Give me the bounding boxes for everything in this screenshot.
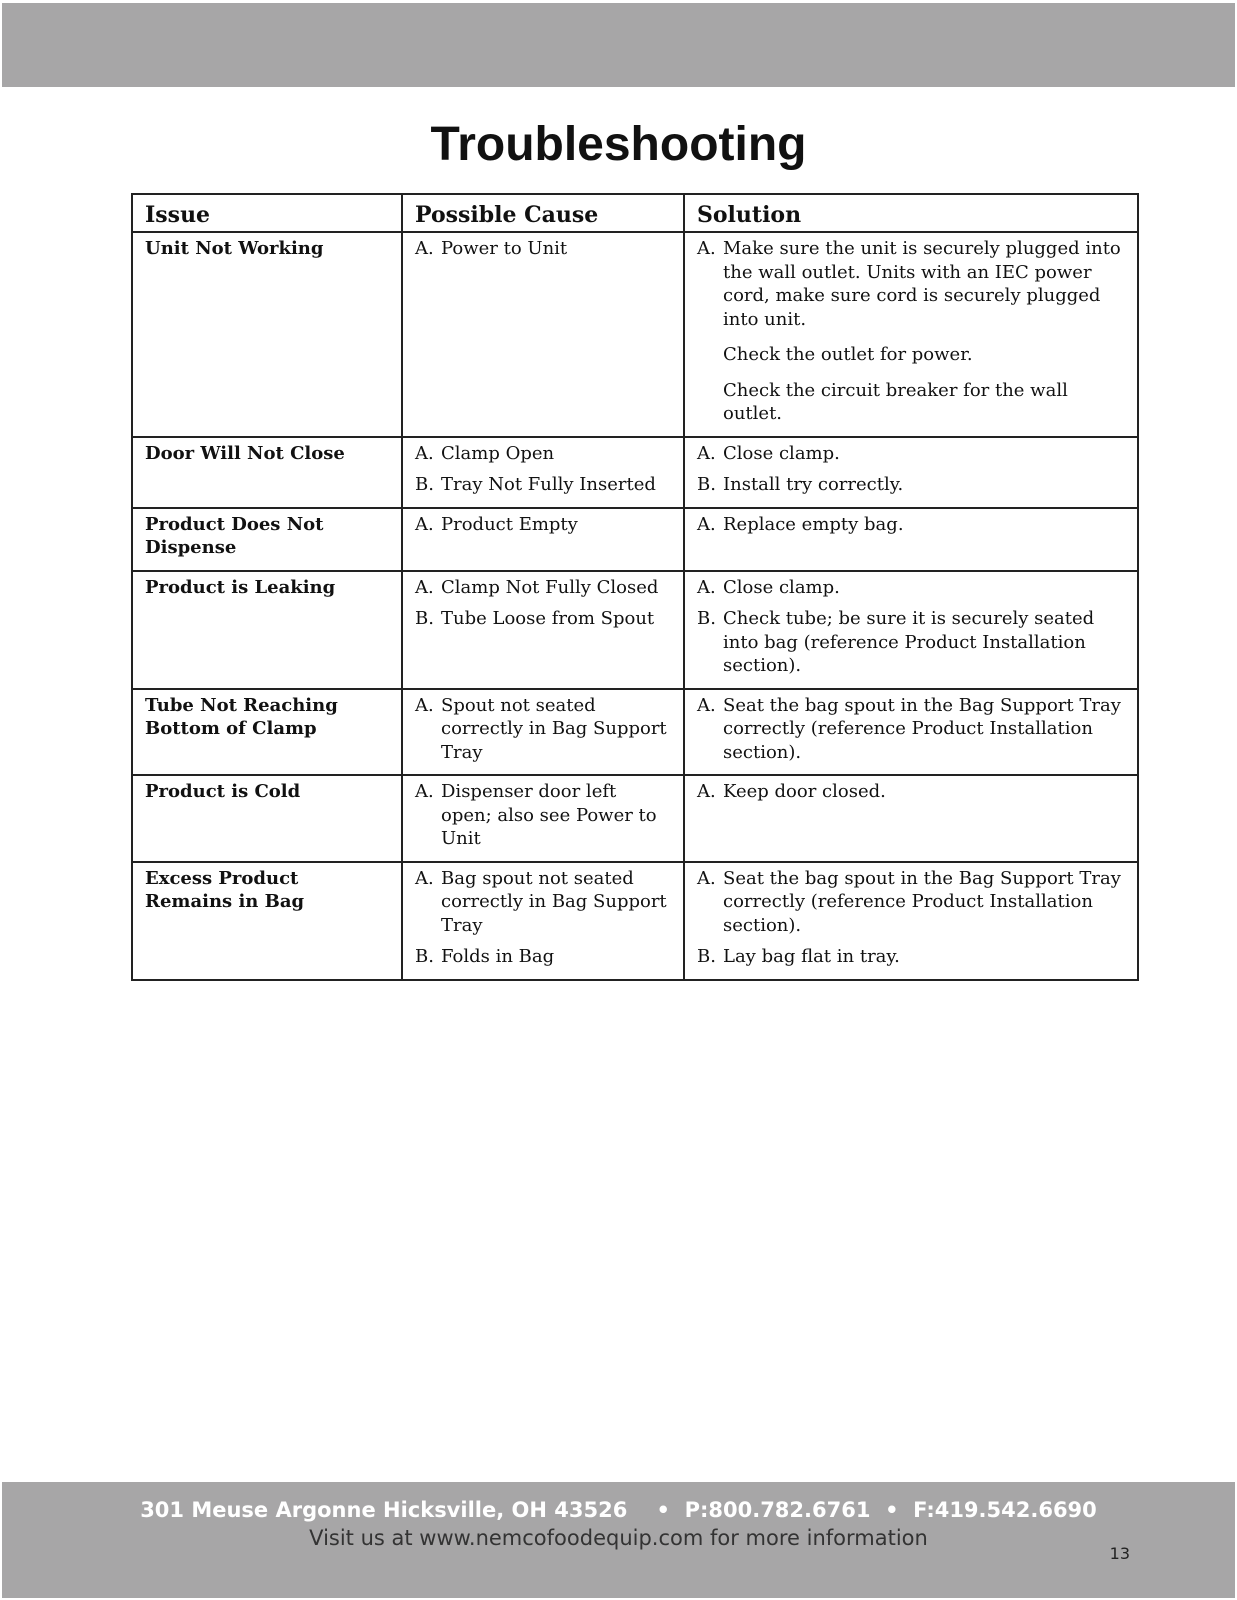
- item-letter: B.: [697, 946, 716, 967]
- solution-cell: [684, 508, 1138, 571]
- list-item: [697, 694, 1125, 765]
- cause-cell: [402, 689, 684, 776]
- item-letter: A.: [415, 781, 434, 802]
- list-item: [415, 576, 671, 600]
- item-text: Clamp Not Fully Closed: [441, 576, 659, 598]
- item-text: Folds in Bag: [441, 946, 555, 967]
- table-row: [132, 775, 1138, 862]
- item-text: Install try correctly.: [723, 474, 904, 495]
- cause-cell: [402, 508, 684, 571]
- item-letter: A.: [415, 694, 434, 716]
- item-text: Dispenser door left open; also see Power to Unit: [441, 781, 657, 849]
- cause-cell: [402, 437, 684, 508]
- list-item: [415, 945, 671, 969]
- list-item: [697, 945, 1125, 969]
- item-text: Clamp Open: [441, 442, 555, 464]
- cause-cell: [402, 862, 684, 980]
- list-item: [415, 473, 671, 497]
- list-item: [697, 576, 1125, 600]
- list-item: [697, 513, 1125, 537]
- issue-cell: Product Does Not Dispense: [132, 508, 402, 571]
- column-header-cause: Possible Cause: [402, 194, 684, 232]
- item-text: Check tube; be sure it is securely seated into bag (reference Product Installation section).: [723, 608, 1095, 676]
- item-letter: A.: [415, 513, 434, 535]
- footer-address: 301 Meuse Argonne Hicksville, OH 43526 • P:800.782.6761 • F:419.542.6690: [140, 1498, 1097, 1522]
- item-text: Close clamp.: [723, 576, 840, 598]
- item-text: Spout not seated correctly in Bag Support Tray: [441, 694, 667, 763]
- item-letter: B.: [415, 946, 434, 967]
- item-letter: A.: [697, 867, 716, 889]
- list-item: [697, 473, 1125, 497]
- list-item: [697, 780, 1125, 804]
- table-row: [132, 232, 1138, 437]
- item-letter: B.: [697, 474, 716, 495]
- list-item: [415, 867, 671, 938]
- solution-cell: [684, 232, 1138, 437]
- item-letter: A.: [415, 867, 434, 889]
- item-letter: A.: [415, 442, 434, 464]
- list-item: [415, 442, 671, 466]
- list-item: [415, 607, 671, 631]
- list-item: [415, 780, 671, 851]
- header-band: [2, 3, 1235, 87]
- table-row: [132, 689, 1138, 776]
- item-letter: B.: [415, 608, 434, 629]
- solution-cell: [684, 571, 1138, 689]
- table-body: [132, 232, 1138, 980]
- item-text: Product Empty: [441, 513, 578, 535]
- table-row: [132, 508, 1138, 571]
- table-row: [132, 862, 1138, 980]
- cause-cell: [402, 775, 684, 862]
- solution-cell: [684, 775, 1138, 862]
- solution-cell: [684, 689, 1138, 776]
- solution-note: Check the outlet for power.: [723, 344, 973, 365]
- item-text: Tube Loose from Spout: [441, 608, 655, 629]
- solution-cell: [684, 862, 1138, 980]
- table-row: [132, 437, 1138, 508]
- solution-cell: [684, 437, 1138, 508]
- item-letter: B.: [415, 474, 434, 495]
- issue-cell: Product is Leaking: [132, 571, 402, 689]
- list-item: [415, 237, 671, 261]
- item-letter: A.: [415, 238, 434, 259]
- item-letter: A.: [697, 442, 716, 464]
- list-item: [415, 694, 671, 765]
- list-item: [415, 513, 671, 537]
- item-letter: A.: [415, 576, 434, 598]
- issue-cell: Excess Product Remains in Bag: [132, 862, 402, 980]
- item-text: Lay bag flat in tray.: [723, 946, 900, 967]
- item-letter: A.: [697, 694, 716, 716]
- item-text: Power to Unit: [441, 238, 568, 259]
- item-letter: A.: [697, 238, 716, 259]
- troubleshooting-table: [131, 193, 1139, 981]
- item-text: Keep door closed.: [723, 781, 886, 802]
- item-letter: A.: [697, 781, 716, 802]
- issue-cell: Door Will Not Close: [132, 437, 402, 508]
- page-title: Troubleshooting: [430, 118, 807, 171]
- issue-cell: Tube Not Reaching Bottom of Clamp: [132, 689, 402, 776]
- table-header-row: [132, 194, 1138, 232]
- list-item: [697, 607, 1125, 678]
- issue-cell: Unit Not Working: [132, 232, 402, 437]
- item-text: Close clamp.: [723, 442, 840, 464]
- list-item: [697, 867, 1125, 938]
- solution-note: Check the circuit breaker for the wall outlet.: [723, 379, 1068, 424]
- column-header-solution: Solution: [684, 194, 1138, 232]
- item-letter: B.: [697, 608, 716, 629]
- item-text: Seat the bag spout in the Bag Support Tray correctly (reference Product Installation section).: [723, 867, 1121, 936]
- item-text: Seat the bag spout in the Bag Support Tray correctly (reference Product Installation section).: [723, 694, 1121, 763]
- item-letter: A.: [697, 513, 716, 535]
- column-header-issue: Issue: [132, 194, 402, 232]
- item-text: Tray Not Fully Inserted: [441, 474, 656, 495]
- item-letter: A.: [697, 576, 716, 598]
- list-item: [697, 237, 1125, 331]
- item-text: Bag spout not seated correctly in Bag Support Tray: [441, 867, 667, 936]
- page-number: 13: [1109, 1544, 1130, 1563]
- cause-cell: [402, 232, 684, 437]
- item-text: Make sure the unit is securely plugged into the wall outlet. Units with an IEC power cord, make sure cord is securely plugged into unit.: [723, 238, 1121, 330]
- list-item: [697, 442, 1125, 466]
- item-text: Replace empty bag.: [723, 513, 904, 535]
- issue-cell: Product is Cold: [132, 775, 402, 862]
- table-row: [132, 571, 1138, 689]
- footer-website: Visit us at www.nemcofoodequip.com for more information: [309, 1526, 928, 1550]
- cause-cell: [402, 571, 684, 689]
